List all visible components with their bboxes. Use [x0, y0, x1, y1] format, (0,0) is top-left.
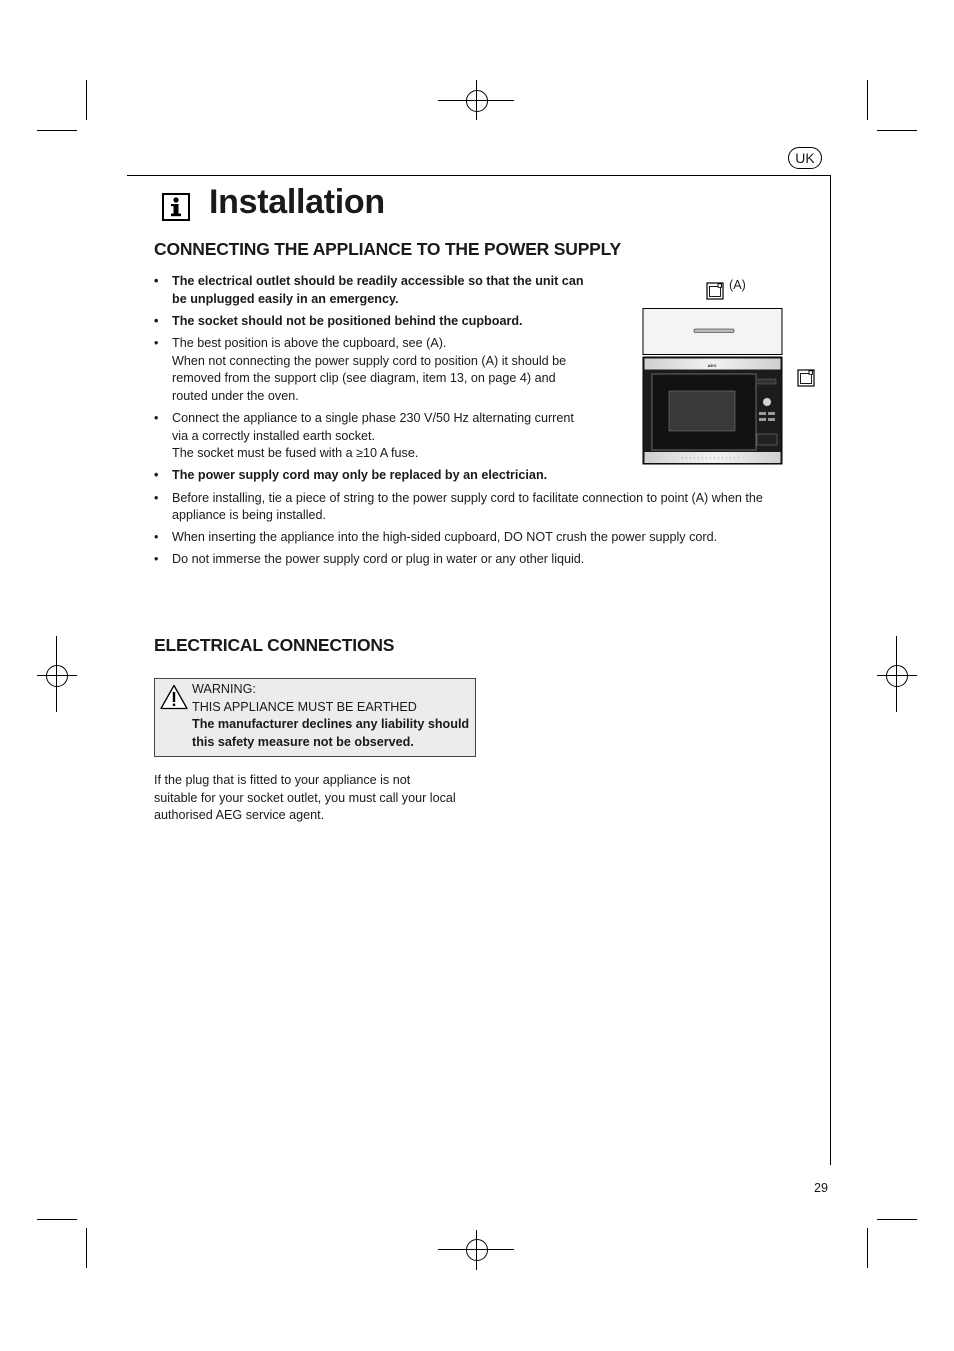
page-title: Installation	[209, 183, 385, 221]
socket-icon	[797, 369, 815, 392]
warning-liability-line: The manufacturer declines any liability should	[192, 717, 470, 731]
page-frame-right	[830, 175, 831, 1165]
warning-box	[154, 678, 476, 757]
section-heading-power-supply: CONNECTING THE APPLIANCE TO THE POWER SUPPLY	[154, 239, 621, 259]
plug-paragraph: If the plug that is fitted to your appliance is not suitable for your socket outlet, you must call your local authorised AEG service agent.	[154, 773, 456, 822]
socket-a-icon	[706, 282, 724, 305]
crop-mark	[86, 1228, 87, 1268]
svg-text:AEG: AEG	[707, 363, 717, 368]
page-frame-top	[127, 175, 831, 176]
warning-label: WARNING:	[192, 682, 256, 696]
list-item: • The electrical outlet should be readily accessible so that the unit can be unplugged easily in an emergency.	[154, 273, 763, 308]
section-heading-electrical-connections: ELECTRICAL CONNECTIONS	[154, 635, 395, 655]
crop-mark	[867, 1228, 868, 1268]
list-item: • When inserting the appliance into the high-sided cupboard, DO NOT crush the power supply cord.	[154, 529, 763, 547]
crop-mark	[86, 80, 87, 120]
list-item: • Do not immerse the power supply cord or plug in water or any other liquid.	[154, 551, 763, 569]
warning-triangle-icon	[160, 684, 188, 715]
crop-mark	[877, 1219, 917, 1220]
crop-mark	[877, 130, 917, 131]
crop-mark	[37, 130, 77, 131]
language-badge: UK	[788, 147, 822, 169]
crop-mark	[867, 80, 868, 120]
list-item: • The best position is above the cupboard, see (A). When not connecting the power supply cord to position (A) it should be removed from the support clip (see diagram, item 13, on page 4) and routed under the oven.	[154, 335, 763, 405]
list-item: • The power supply cord may only be replaced by an electrician.	[154, 467, 763, 485]
warning-liability-line: this safety measure not be observed.	[192, 734, 414, 749]
info-icon	[162, 193, 190, 221]
list-item: • Connect the appliance to a single phase 230 V/50 Hz alternating current via a correctly installed earth socket. The socket must be fused with a ≥10 A fuse.	[154, 410, 763, 463]
list-item: • Before installing, tie a piece of string to the power supply cord to facilitate connection to point (A) when the appliance is being installed.	[154, 490, 763, 525]
list-item: • The socket should not be positioned behind the cupboard.	[154, 313, 763, 331]
crop-mark	[37, 1219, 77, 1220]
oven-cabinet-diagram	[642, 308, 786, 473]
warning-earthed-notice: THIS APPLIANCE MUST BE EARTHED	[192, 699, 417, 714]
figure-label-a: (A)	[729, 278, 746, 292]
page-number: 29	[814, 1181, 829, 1195]
